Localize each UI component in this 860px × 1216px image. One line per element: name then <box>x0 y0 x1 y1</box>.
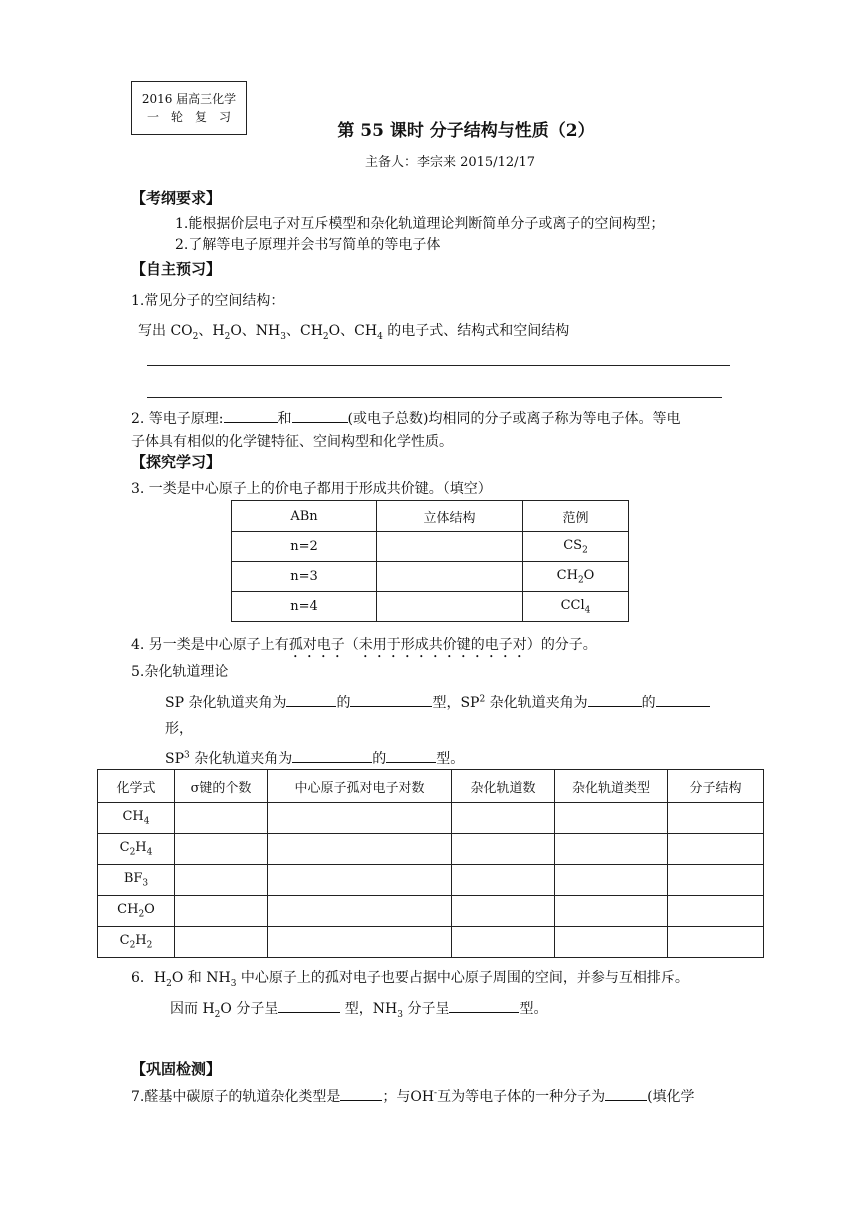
example-header: 范例 <box>523 501 629 532</box>
page-title: 第 55 课时 分子结构与性质（2） <box>337 121 595 141</box>
abn-table <box>231 500 629 622</box>
q2-line2: 子体具有相似的化学键特征、空间构型和化学性质。 <box>131 434 453 450</box>
section-zizhu: 【自主预习】 <box>131 260 222 278</box>
cell[interactable] <box>175 865 268 896</box>
q5-line1: SP 杂化轨道夹角为 的 型，$SP^2$ 杂化轨道夹角为 的 <box>165 692 710 712</box>
abn-header: ABn <box>232 501 377 532</box>
formula-c2h2: $C_2H_2$ <box>98 927 175 958</box>
cell[interactable] <box>452 896 555 927</box>
cell[interactable] <box>452 865 555 896</box>
formula-ch2o: $CH_2O$ <box>98 896 175 927</box>
q5-line3: $SP^3$ 杂化轨道夹角为 的 型。 <box>165 748 464 768</box>
abn-n2: n=2 <box>232 532 377 562</box>
cell[interactable] <box>555 803 668 834</box>
answer-line-2[interactable] <box>147 397 722 398</box>
q6-line1: 6．$H_2O$ 和 $NH_3$ 中心原子上的孤对电子也要占据中心原子周围的空间，并参与互相排斥。 <box>131 970 689 989</box>
cell[interactable] <box>452 927 555 958</box>
cell[interactable] <box>175 927 268 958</box>
col-orbital-type: 杂化轨道类型 <box>555 770 668 803</box>
example-n2: $CS_2$ <box>523 532 629 562</box>
sp-shape-blank[interactable] <box>350 692 432 707</box>
cell[interactable] <box>268 927 452 958</box>
h2o-shape-blank[interactable] <box>278 998 340 1013</box>
cell[interactable] <box>452 803 555 834</box>
abn-n4: n=4 <box>232 592 377 622</box>
cell[interactable] <box>175 803 268 834</box>
cell[interactable] <box>668 927 764 958</box>
cell[interactable] <box>668 896 764 927</box>
sp-angle-blank[interactable] <box>286 692 336 707</box>
col-structure: 分子结构 <box>668 770 764 803</box>
cell[interactable] <box>668 834 764 865</box>
section-kaogang: 【考纲要求】 <box>131 189 222 207</box>
sp2-shape-blank[interactable] <box>656 692 710 707</box>
author-line: 主备人：李宗来 2015/12/17 <box>364 155 536 170</box>
course-label-line2: 一 轮 复 习 <box>146 110 231 124</box>
q2-blank-1[interactable] <box>224 408 278 423</box>
q5-line2: 形， <box>165 721 193 737</box>
col-sigma: σ键的个数 <box>175 770 268 803</box>
cell[interactable] <box>268 803 452 834</box>
q4-line: 4. 另一类是中心原子上有孤对电子（未用于形成共价键的电子对）的分子。 <box>131 637 597 653</box>
col-formula: 化学式 <box>98 770 175 803</box>
example-n4: CCl$_4$ <box>523 592 629 622</box>
example-n3: $CH_2O$ <box>523 562 629 592</box>
q3-title: 3. 一类是中心原子上的价电子都用于形成共价键。（填空） <box>131 481 492 497</box>
sp3-angle-blank[interactable] <box>292 748 372 763</box>
cell[interactable] <box>555 927 668 958</box>
kaogang-item-1: 1.能根据价层电子对互斥模型和杂化轨道理论判断简单分子或离子的空间构型； <box>175 216 665 232</box>
q7-line: 7.醛基中碳原子的轨道杂化类型是 ；与OH-互为等电子体的一种分子为 (填化学 <box>131 1086 695 1106</box>
nh3-shape-blank[interactable] <box>449 998 519 1013</box>
q6-line2: 因而 $H_2O$ 分子呈 型，$NH_3$ 分子呈 型。 <box>170 998 547 1020</box>
formula-ch4: $CH_4$ <box>98 803 175 834</box>
formula-c2h4: $C_2H_4$ <box>98 834 175 865</box>
q2-blank-2[interactable] <box>292 408 348 423</box>
cell[interactable] <box>175 834 268 865</box>
col-orbital-count: 杂化轨道数 <box>452 770 555 803</box>
sp2-angle-blank[interactable] <box>588 692 642 707</box>
cell[interactable] <box>555 865 668 896</box>
section-tanjiu: 【探究学习】 <box>131 453 222 471</box>
kaogang-item-2: 2.了解等电子原理并会书写简单的等电子体 <box>175 237 441 253</box>
structure-cell-n3[interactable] <box>377 562 523 592</box>
q4-emphasis: 孤对电子（未用于形成共价键的电子对） <box>288 637 541 653</box>
cell[interactable] <box>268 896 452 927</box>
q2-line1: 2. 等电子原理: 和 (或电子总数)均相同的分子或离子称为等电子体。等电 <box>131 408 680 428</box>
course-label-line1: 2016 届高三化学 <box>141 92 237 106</box>
hybrid-table <box>97 769 764 958</box>
formula-bf3: $BF_3$ <box>98 865 175 896</box>
cell[interactable] <box>555 834 668 865</box>
cell[interactable] <box>452 834 555 865</box>
structure-cell-n4[interactable] <box>377 592 523 622</box>
cell[interactable] <box>268 865 452 896</box>
abn-n3: n=3 <box>232 562 377 592</box>
cell[interactable] <box>175 896 268 927</box>
cell[interactable] <box>268 834 452 865</box>
cell[interactable] <box>668 803 764 834</box>
cell[interactable] <box>555 896 668 927</box>
cell[interactable] <box>668 865 764 896</box>
structure-cell-n2[interactable] <box>377 532 523 562</box>
q1-title: 1.常见分子的空间结构： <box>131 293 285 309</box>
q7-blank-1[interactable] <box>340 1086 382 1101</box>
q7-blank-2[interactable] <box>605 1086 647 1101</box>
answer-line-1[interactable] <box>147 365 730 366</box>
q1-instruction: 写出 $CO_2$、$H_2O$、$NH_3$、$CH_2O$、$CH_4$ 的电子式、结构式和空间结构 <box>138 323 570 342</box>
sp3-shape-blank[interactable] <box>386 748 436 763</box>
col-lone-pairs: 中心原子孤对电子对数 <box>268 770 452 803</box>
section-gonggu: 【巩固检测】 <box>131 1060 222 1078</box>
q5-title: 5.杂化轨道理论 <box>131 664 229 680</box>
structure-header: 立体结构 <box>377 501 523 532</box>
